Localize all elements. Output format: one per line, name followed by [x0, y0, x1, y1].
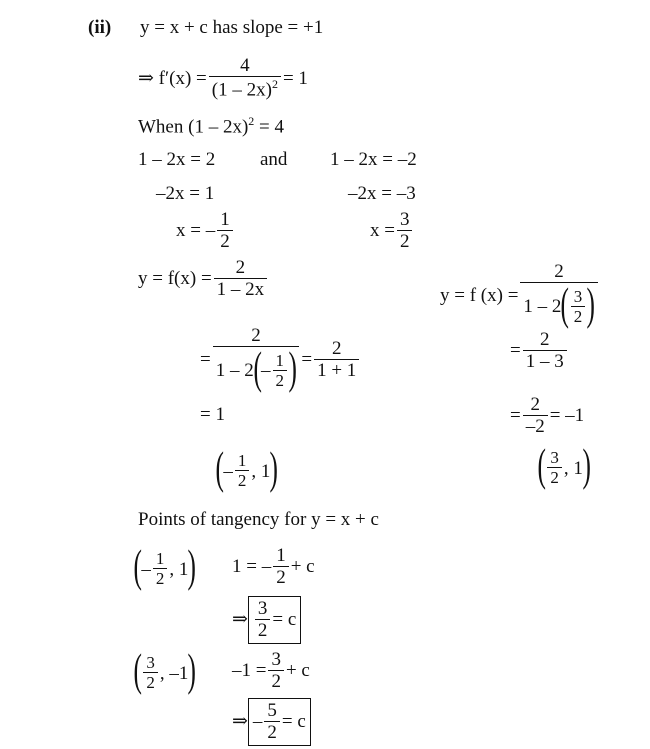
tan2-box-den: 2 [264, 721, 280, 743]
left-point-rest: , 1 [251, 460, 271, 482]
left-y-den2-fd: 2 [273, 370, 288, 390]
tan2-point-den: 2 [143, 672, 158, 692]
tan2-eq-lhs: –1 = [232, 660, 267, 682]
tan1-point-den: 2 [153, 568, 168, 588]
right-y-num3: 2 [530, 394, 540, 415]
tangency-boxed-1 [232, 596, 301, 644]
left-y-den3: 1 + 1 [314, 359, 359, 381]
left-y-eq: = [200, 349, 211, 371]
right-case-x [370, 210, 414, 252]
right-y-result: = –1 [549, 405, 585, 427]
tan1-point-neg: – [141, 558, 151, 580]
right-y-eq3: = [510, 405, 521, 427]
right-y-eq: = [510, 340, 521, 362]
right-y-den1-fd: 2 [571, 306, 586, 326]
right-y-den1-fn: 3 [573, 287, 583, 307]
left-y-lhs: y = f(x) = [138, 268, 212, 290]
derivative-denominator: (1 – 2x) [211, 79, 272, 101]
tan1-box-rhs: = c [272, 609, 297, 631]
left-y-result: = 1 [200, 404, 225, 425]
left-case-eq1: 1 – 2x = 2 [138, 149, 216, 170]
when-exponent: 2 [248, 114, 255, 128]
left-point-num: 1 [237, 451, 247, 471]
when-text: When (1 – 2x) [138, 116, 249, 138]
tan1-eq-lhs: 1 = – [232, 556, 272, 578]
tangency-boxed-2 [232, 698, 311, 746]
tan1-eq-rhs: + c [290, 556, 315, 578]
when-rhs: = 4 [254, 116, 284, 138]
right-y-line1: y = f (x) = 2 1 – 2 ( $\frac{3}{2}$ ) [440, 262, 600, 330]
tan2-box-neg: – [252, 711, 263, 733]
right-point-den: 2 [547, 467, 562, 487]
left-y-num3: 2 [331, 338, 342, 360]
tan1-arrow: ⇒ [232, 609, 248, 631]
right-point-rest: , 1 [563, 457, 583, 479]
right-y-den3: –2 [523, 415, 548, 437]
right-case-eq2: –2x = –3 [348, 183, 416, 204]
tangency-heading: Points of tangency for y = x + c [138, 509, 379, 530]
part-label: (ii) [88, 17, 112, 38]
slope-statement: y = x + c has slope = +1 [140, 17, 324, 38]
derivative-equation [138, 56, 308, 100]
derivative-numerator: 4 [240, 55, 250, 76]
tan2-point-rest: , –1 [159, 662, 189, 684]
right-point-num: 3 [550, 448, 559, 468]
right-y-line2 [510, 330, 569, 372]
right-case-eq1: 1 – 2x = –2 [330, 149, 417, 170]
left-y-den1: 1 – 2x [214, 278, 268, 300]
tan1-box-num: 3 [257, 598, 268, 619]
right-x-num: 3 [399, 209, 410, 230]
right-point: ( $\frac{3}{2}$ , 1 ) [537, 439, 591, 490]
and-word: and [260, 149, 288, 170]
left-y-num1: 2 [235, 257, 246, 278]
left-y-den2-fn: 1 [275, 351, 285, 371]
tangency-eq-2 [232, 650, 310, 692]
left-y-eq2: = [301, 349, 313, 371]
right-y-num1: 2 [554, 261, 564, 282]
tan2-arrow: ⇒ [232, 711, 248, 733]
tan1-point-num: 1 [155, 549, 165, 569]
right-y-den1-pre: 1 – 2 [523, 295, 562, 317]
right-y-num2: 2 [539, 329, 550, 350]
tangency-point-1: ( – $\frac{1}{2}$ , 1 ) [133, 540, 197, 591]
derivative-exponent: 2 [271, 76, 278, 91]
left-point: ( – $\frac{1}{2}$ , 1 ) [215, 442, 279, 493]
left-y-num2: 2 [251, 325, 261, 346]
tangency-eq-1 [232, 546, 315, 588]
left-x-num: 1 [220, 209, 230, 230]
left-y-line2: = 2 1 – 2 ( – $\frac{1}{2}$ ) = $\frac{2}{1 + 1}$ [200, 326, 361, 394]
left-case-eq2: –2x = 1 [156, 183, 215, 204]
tan1-point-rest: , 1 [169, 558, 189, 580]
tan1-eq-den: 2 [273, 566, 289, 588]
when-equation [138, 115, 284, 136]
tan2-box-num: 5 [267, 700, 277, 721]
left-x-den: 2 [217, 230, 233, 252]
tan1-eq-num: 1 [276, 545, 286, 566]
derivative-rhs: = 1 [282, 67, 308, 89]
right-x-den: 2 [397, 230, 413, 252]
tan2-eq-num: 3 [271, 649, 281, 670]
right-y-lhs: y = f (x) = [440, 285, 519, 307]
tangency-point-2: ( $\frac{3}{2}$ , –1 ) [133, 644, 197, 695]
left-y-den2-neg: – [261, 359, 271, 381]
left-point-den: 2 [235, 470, 250, 490]
right-y-den2: 1 – 3 [523, 350, 567, 372]
derivative-lhs: ⇒ f′(x) = [138, 67, 207, 89]
left-x-lhs: x = – [176, 220, 216, 242]
c-value-box-2 [248, 698, 311, 746]
left-y-den2-pre: 1 – 2 [215, 359, 254, 381]
tan1-box-den: 2 [255, 619, 271, 641]
right-x-lhs: x = [370, 220, 395, 242]
left-case-x [176, 210, 235, 252]
left-y-line1 [138, 258, 269, 300]
c-value-box-1 [248, 596, 301, 644]
tan2-box-rhs: = c [281, 711, 306, 733]
tan2-eq-den: 2 [268, 670, 284, 692]
left-point-neg: – [223, 460, 233, 482]
tan2-eq-rhs: + c [285, 660, 310, 682]
right-y-line3 [510, 395, 584, 437]
tan2-point-num: 3 [146, 653, 155, 673]
